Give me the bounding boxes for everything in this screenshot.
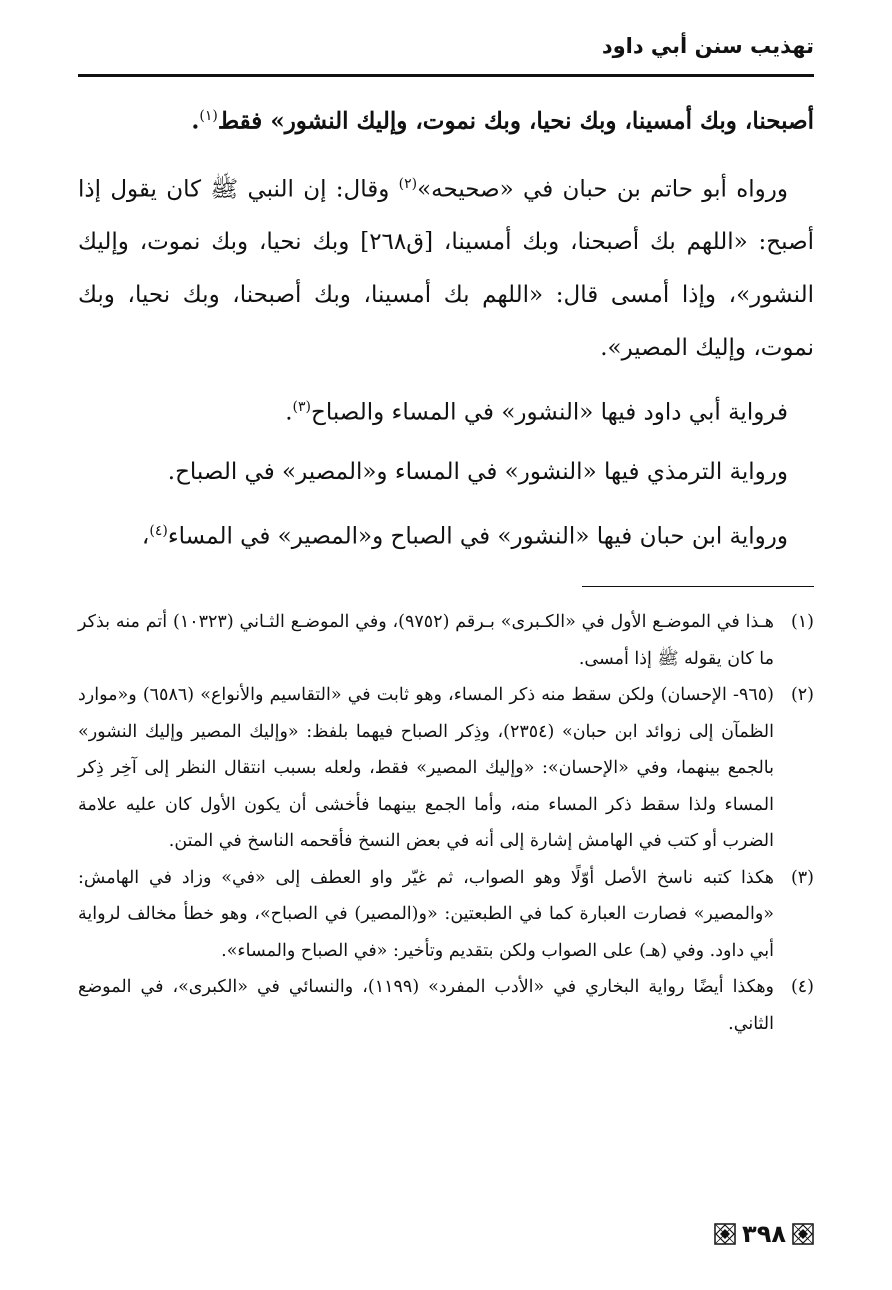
paragraph-2 bbox=[78, 158, 814, 376]
footnote-4-text: وهكذا أيضًا رواية البخاري في «الأدب المفرد» (١١٩٩)، والنسائي في «الكبرى»، في الموضع الثاني. bbox=[78, 977, 774, 1034]
footnote-1-number: (١) bbox=[790, 612, 814, 632]
paragraph-3-end: . bbox=[285, 399, 293, 426]
footnote-2-text: (٩٦٥- الإحسان) ولكن سقط منه ذكر المساء، وهو ثابت في «التقاسيم والأنواع» (٦٥٨٦) و«موارد الظمآن إلى زوائد ابن حبان» (٢٣٥٤)، وذِكر الصباح فيهما بلفظ: «وإليك المصير وإليك النشور» بالجمع بينهما، وفي «الإحسان»: «وإليك المصير» فقط، ولعله بسبب انتقال النظر إلى آخِر ذِكر المساء ولذا سقط ذكر المساء منه، وأما الجمع بينهما فأخشى أن يكون الأول كان عليه علامة الضرب أو كتب في الهامش إشارة إلى أنه في بعض النسخ فأقحمه الناسخ في المتن. bbox=[78, 685, 774, 851]
footnote-separator bbox=[582, 586, 814, 587]
page-footer bbox=[714, 1222, 814, 1246]
footnote-ref-4[interactable]: (٤) bbox=[149, 522, 168, 539]
paragraph-5 bbox=[78, 505, 814, 564]
header-rule bbox=[78, 74, 814, 77]
paragraph-2-text-a: ورواه أبو حاتم بن حبان في «صحيحه» bbox=[417, 176, 788, 203]
footnote-2 bbox=[78, 677, 814, 860]
paragraph-1-end: . bbox=[191, 107, 200, 135]
page-number: ٣٩٨ bbox=[742, 1220, 786, 1248]
footnote-4-number: (٤) bbox=[790, 977, 814, 997]
paragraph-1 bbox=[78, 90, 814, 148]
paragraph-3 bbox=[78, 381, 814, 440]
footnote-4 bbox=[78, 969, 814, 1042]
running-header-title: تهذيب سنن أبي داود bbox=[601, 34, 814, 58]
footnote-2-number: (٢) bbox=[790, 685, 814, 705]
paragraph-3-text: فرواية أبي داود فيها «النشور» في المساء والصباح bbox=[310, 399, 788, 426]
paragraph-1-text: أصبحنا، وبك أمسينا، وبك نحيا، وبك نموت، وإليك النشور» فقط bbox=[217, 107, 814, 135]
paragraph-5-text: ورواية ابن حبان فيها «النشور» في الصباح و«المصير» في المساء bbox=[167, 523, 788, 550]
footnote-ref-2[interactable]: (٢) bbox=[398, 175, 418, 192]
ornament-icon bbox=[792, 1223, 814, 1245]
main-text bbox=[78, 90, 814, 564]
footnote-3 bbox=[78, 860, 814, 970]
footnote-3-number: (٣) bbox=[790, 867, 814, 888]
paragraph-2-text-b: وقال: إن النبي ﷺ كان يقول إذا أصبح: «اللهم بك أصبحنا، وبك أمسينا، [ق٢٦٨] وبك نحيا، وبك نموت، وإليك النشور»، وإذا أمسى قال: «اللهم بك أمسينا، وبك أصبحنا، وبك نحيا، وبك نموت، وإليك المصير». bbox=[78, 176, 814, 362]
footnote-3-text: هكذا كتبه ناسخ الأصل أوّلًا وهو الصواب، ثم غيّر واو العطف إلى «في» وزاد في الهامش: «والمصير» فصارت العبارة كما في الطبعتين: «و(المصير) في الصباح»، وهو خطأ مخالف لرواية أبي داود. وفي (هـ) على الصواب ولكن بتقديم وتأخير: «في الصباح والمساء». bbox=[78, 867, 774, 961]
footnotes bbox=[78, 604, 814, 1042]
footnote-ref-1[interactable]: (١) bbox=[199, 108, 218, 124]
paragraph-5-end: ، bbox=[141, 523, 150, 550]
footnote-ref-3[interactable]: (٣) bbox=[292, 399, 311, 416]
footnote-1 bbox=[78, 604, 814, 677]
ornament-icon bbox=[714, 1223, 736, 1245]
paragraph-4: ورواية الترمذي فيها «النشور» في المساء و«المصير» في الصباح. bbox=[167, 458, 788, 485]
footnote-1-text: هـذا في الموضـع الأول في «الكـبرى» بـرقم (٩٧٥٢)، وفي الموضـع الثـاني (١٠٣٢٣) أتم منه بذكر ما كان يقوله ﷺ إذا أمسى. bbox=[78, 612, 774, 669]
